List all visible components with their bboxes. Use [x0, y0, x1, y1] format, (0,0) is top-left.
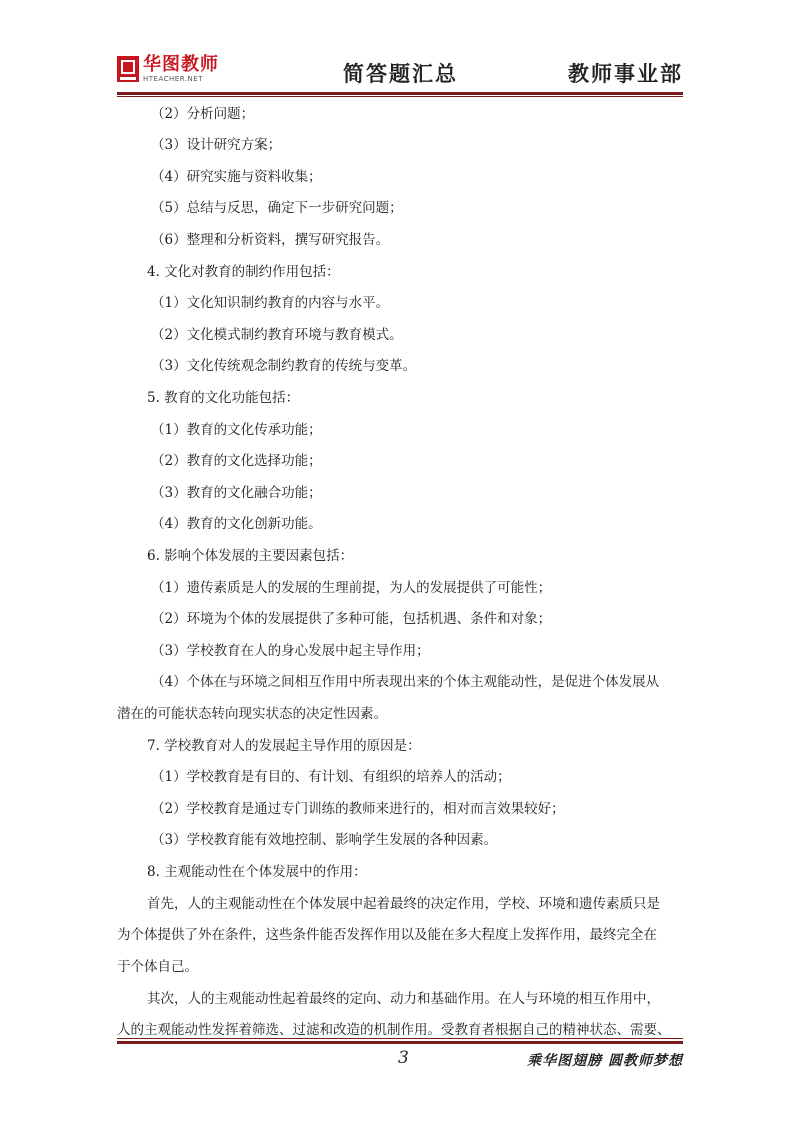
body-line: （3）教育的文化融合功能； [151, 485, 322, 501]
paragraph-line: 首先，人的主观能动性在个体发展中起着最终的决定作用，学校、环境和遗传素质只是 [147, 896, 660, 912]
body-line: （3）学校教育能有效地控制、影响学生发展的各种因素。 [151, 832, 498, 848]
logo-en-text: HTEACHER.NET [143, 74, 203, 83]
footer-slogan: 乘华图翅膀 圆教师梦想 [527, 1053, 683, 1069]
body-line-continued: 潜在的可能状态转向现实状态的决定性因素。 [117, 706, 387, 722]
body-line: （3）设计研究方案； [151, 137, 282, 153]
body-line: （1）遗传素质是人的发展的生理前提，为人的发展提供了可能性； [151, 580, 552, 596]
paragraph-line: 为个体提供了外在条件，这些条件能否发挥作用以及能在多大程度上发挥作用，最终完全在 [117, 927, 657, 943]
logo-text [143, 53, 219, 83]
body-line: （1）教育的文化传承功能； [151, 422, 322, 438]
body-line: （2）文化模式制约教育环境与教育模式。 [151, 327, 403, 343]
paragraph-line: 人的主观能动性发挥着筛选、过滤和改造的机制作用。受教育者根据自己的精神状态、需要、 [117, 1022, 671, 1038]
body-line: （6）整理和分析资料，撰写研究报告。 [151, 232, 390, 248]
section-heading: 8. 主观能动性在个体发展中的作用： [147, 864, 367, 880]
section-heading: 5. 教育的文化功能包括： [147, 390, 300, 406]
brand-logo [117, 54, 219, 84]
page-header [117, 48, 683, 92]
paragraph-line: 其次，人的主观能动性起着最终的定向、动力和基础作用。在人与环境的相互作用中， [147, 991, 660, 1007]
section-heading: 6. 影响个体发展的主要因素包括： [147, 548, 354, 564]
header-rule-thick [117, 92, 683, 95]
body-line: （4）个体在与环境之间相互作用中所表现出来的个体主观能动性，是促进个体发展从 [151, 674, 660, 690]
body-line: （2）学校教育是通过专门训练的教师来进行的，相对而言效果较好； [151, 801, 565, 817]
logo-mark-icon [117, 56, 139, 82]
department-name: 教师事业部 [568, 62, 683, 86]
footer-rule-thick [117, 1041, 683, 1044]
body-line: （4）教育的文化创新功能。 [151, 516, 322, 532]
page-number: 3 [398, 1048, 409, 1068]
body-line: （5）总结与反思，确定下一步研究问题； [151, 200, 403, 216]
section-heading: 4. 文化对教育的制约作用包括： [147, 264, 340, 280]
body-line: （3）学校教育在人的身心发展中起主导作用； [151, 643, 430, 659]
body-line: （4）研究实施与资料收集； [151, 169, 322, 185]
header-rule-thin [117, 96, 683, 97]
footer-rule-thin [117, 1038, 683, 1039]
logo-cn-text: 华图教师 [143, 53, 219, 75]
body-line: （2）分析问题； [151, 106, 255, 122]
body-line: （1）文化知识制约教育的内容与水平。 [151, 295, 390, 311]
body-line: （1）学校教育是有目的、有计划、有组织的培养人的活动； [151, 769, 511, 785]
body-line: （3）文化传统观念制约教育的传统与变革。 [151, 358, 417, 374]
paragraph-line: 于个体自己。 [117, 959, 198, 975]
body-line: （2）环境为个体的发展提供了多种可能，包括机遇、条件和对象； [151, 611, 552, 627]
section-heading: 7. 学校教育对人的发展起主导作用的原因是： [147, 738, 421, 754]
body-line: （2）教育的文化选择功能； [151, 453, 322, 469]
document-title: 简答题汇总 [343, 62, 458, 86]
